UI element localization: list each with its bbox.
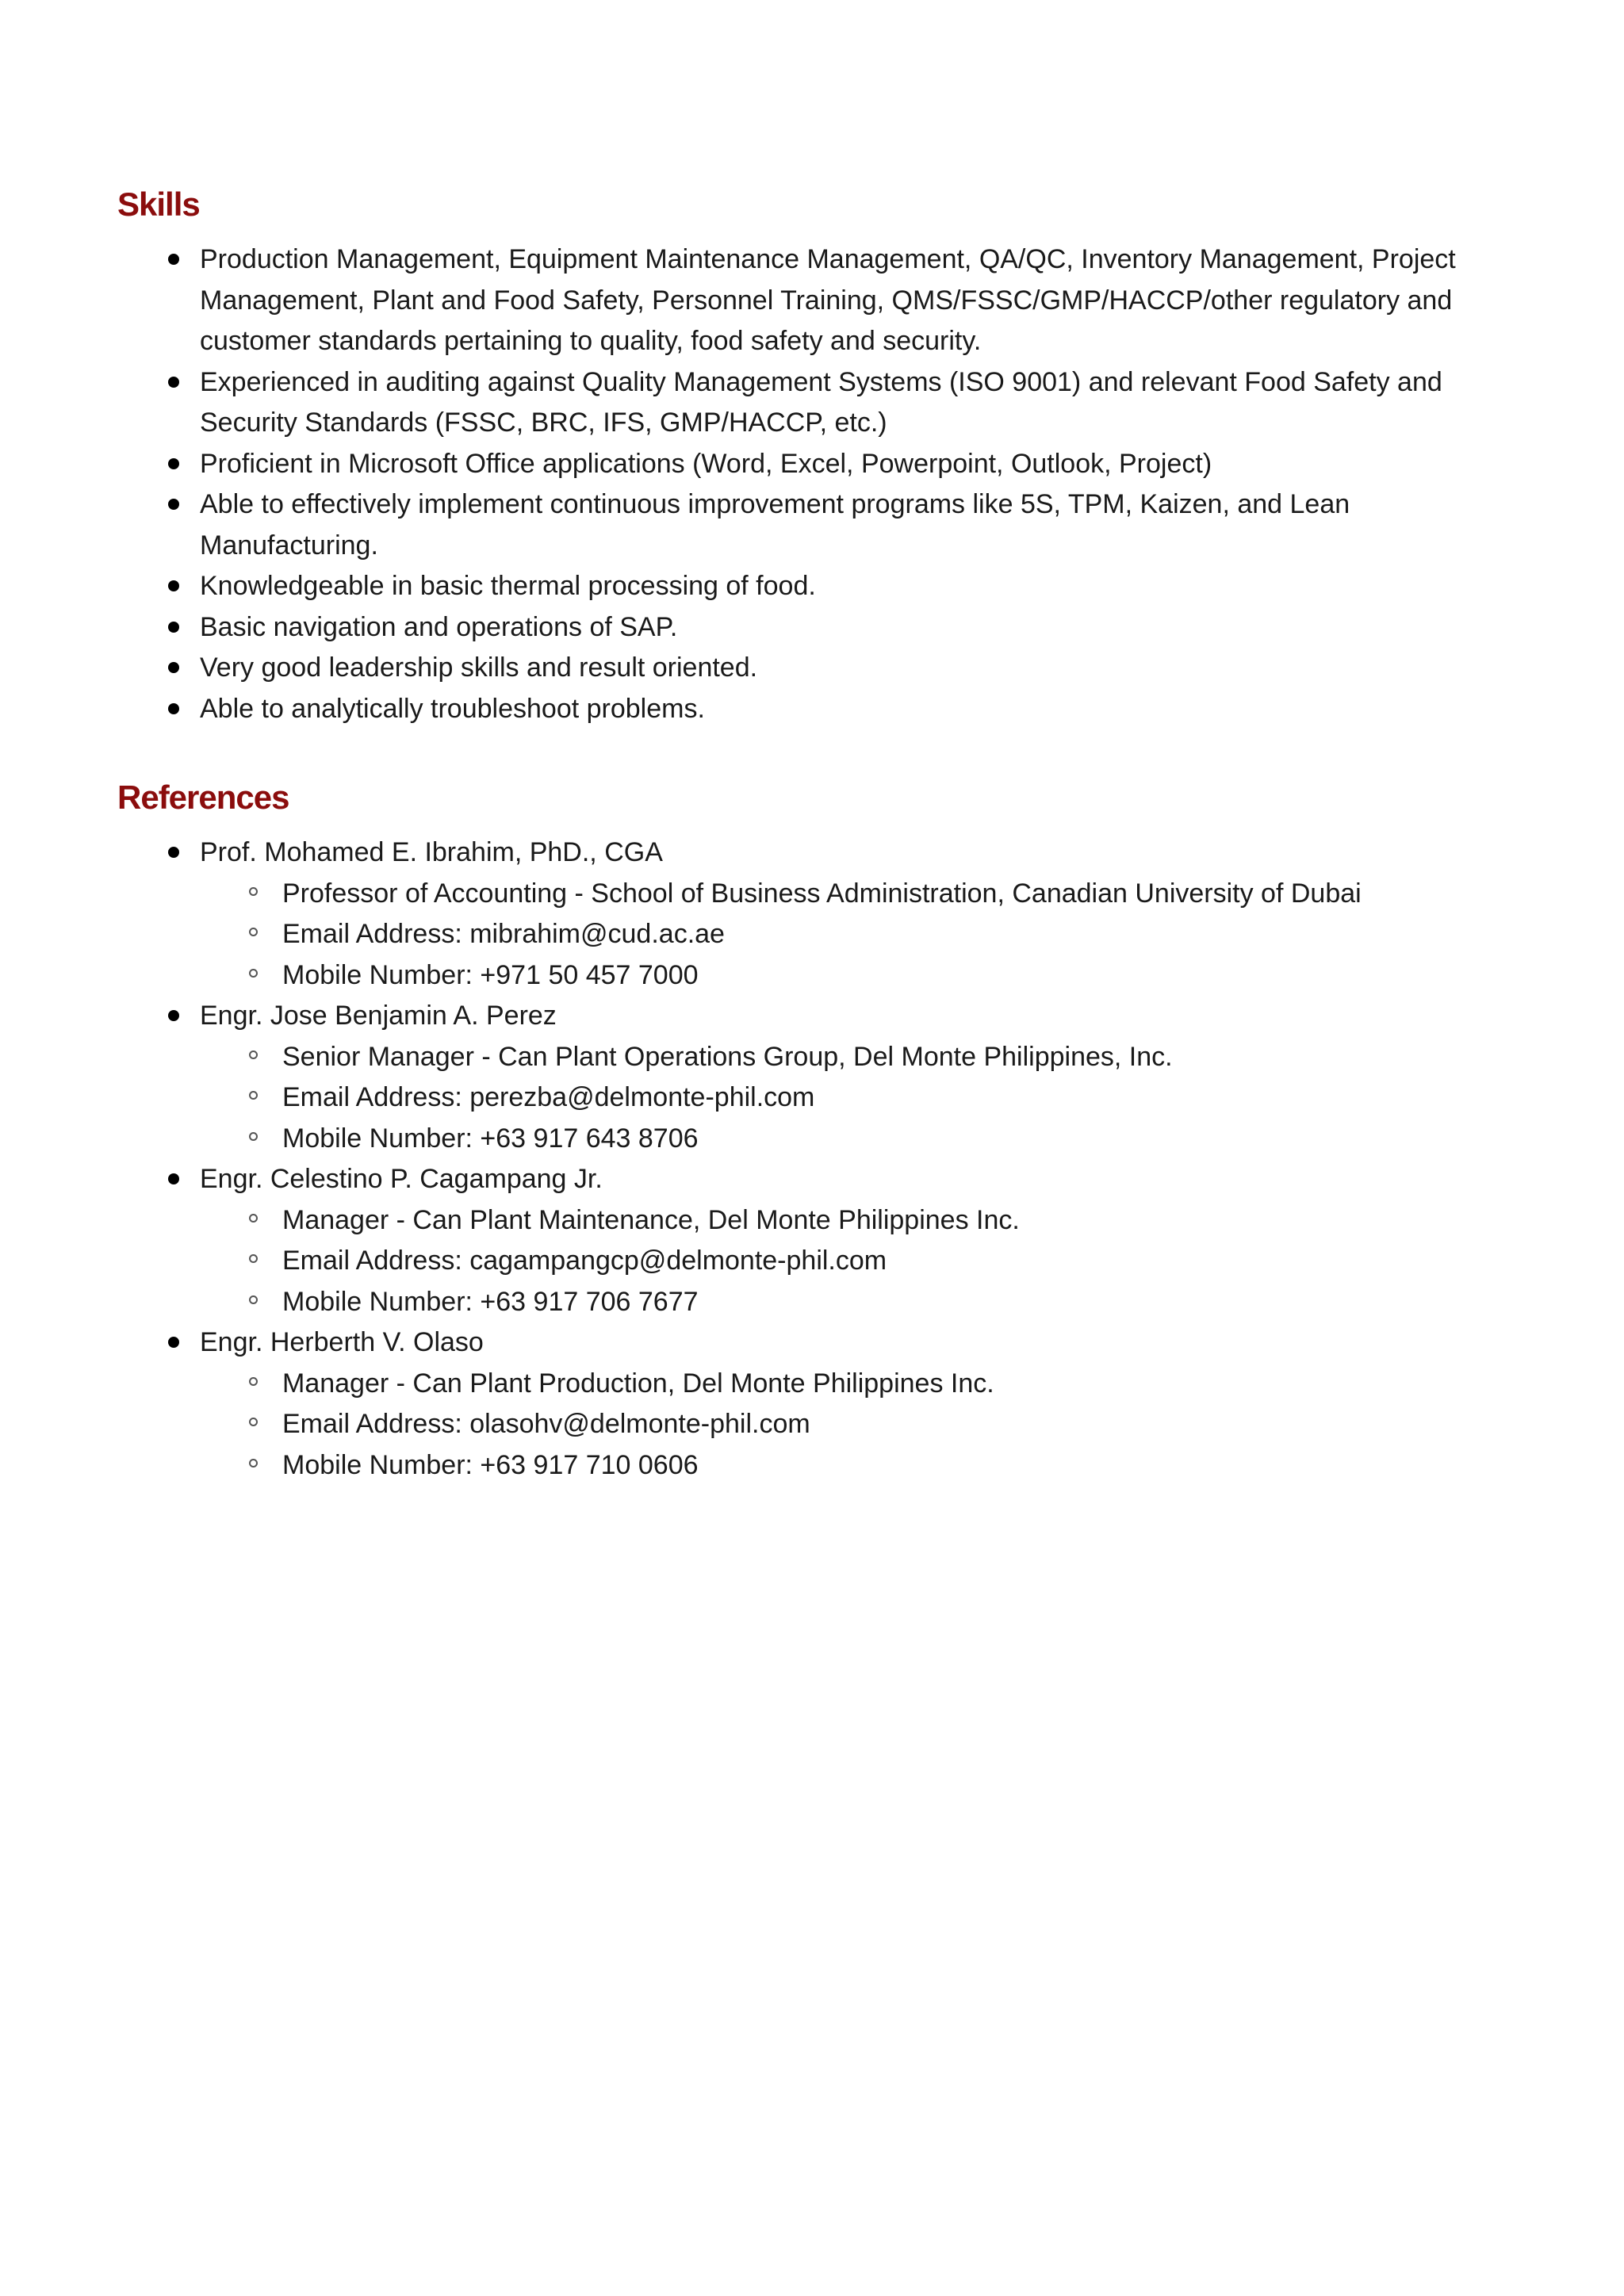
hollow-bullet-icon (249, 1254, 258, 1263)
reference-detail (200, 914, 1513, 955)
reference-name: Engr. Herberth V. Olaso (200, 1327, 484, 1357)
references-section (117, 777, 1513, 1486)
skills-heading: Skills (117, 186, 200, 223)
bullet-icon (168, 1173, 179, 1184)
reference-position: Manager - Can Plant Production, Del Monte Philippines Inc. (282, 1368, 994, 1399)
references-list (117, 832, 1513, 1486)
reference-item (117, 996, 1513, 1159)
skill-text: Able to analytically troubleshoot problems. (200, 693, 705, 724)
reference-mobile: Mobile Number: +971 50 457 7000 (282, 959, 699, 990)
reference-detail (200, 1037, 1513, 1078)
reference-item (117, 1159, 1513, 1322)
skill-item (117, 362, 1513, 444)
bullet-icon (168, 847, 179, 858)
reference-name: Engr. Jose Benjamin A. Perez (200, 1001, 557, 1031)
reference-email: Email Address: perezba@delmonte-phil.com (282, 1082, 815, 1112)
reference-detail (200, 874, 1513, 915)
bullet-icon (168, 458, 179, 469)
reference-mobile: Mobile Number: +63 917 706 7677 (282, 1286, 699, 1317)
hollow-bullet-icon (249, 1459, 258, 1468)
skills-section (117, 184, 1513, 729)
bullet-icon (168, 499, 179, 510)
skill-text: Very good leadership skills and result oriented. (200, 652, 758, 683)
reference-position: Professor of Accounting - School of Business Administration, Canadian University of Dubai (282, 878, 1362, 909)
skill-text: Proficient in Microsoft Office applications (Word, Excel, Powerpoint, Outlook, Project) (200, 448, 1212, 479)
reference-details (200, 1200, 1513, 1323)
bullet-icon (168, 1337, 179, 1348)
reference-name: Engr. Celestino P. Cagampang Jr. (200, 1164, 603, 1194)
bullet-icon (168, 1010, 179, 1021)
reference-detail (200, 1445, 1513, 1487)
skill-item (117, 444, 1513, 485)
skill-text: Experienced in auditing against Quality Management Systems (ISO 9001) and relevant Food Safety and Security Standards (FSSC, BRC, IFS, GMP/HACCP, etc.) (200, 366, 1442, 438)
skill-text: Production Management, Equipment Maintenance Management, QA/QC, Inventory Management, Project Management, Plant and Food Safety, Personnel Training, QMS/FSSC/GMP/HACCP/other regulatory and customer standards pertaining to quality, food safety and security. (200, 244, 1456, 356)
reference-details (200, 1364, 1513, 1487)
reference-name: Prof. Mohamed E. Ibrahim, PhD., CGA (200, 837, 663, 867)
bullet-icon (168, 377, 179, 388)
bullet-icon (168, 662, 179, 673)
bullet-icon (168, 254, 179, 265)
reference-detail (200, 1404, 1513, 1445)
reference-mobile: Mobile Number: +63 917 643 8706 (282, 1123, 699, 1154)
reference-email: Email Address: cagampangcp@delmonte-phil.com (282, 1246, 887, 1276)
reference-email: Email Address: olasohv@delmonte-phil.com (282, 1409, 810, 1439)
hollow-bullet-icon (249, 1050, 258, 1059)
reference-detail (200, 1364, 1513, 1405)
hollow-bullet-icon (249, 1214, 258, 1223)
hollow-bullet-icon (249, 1295, 258, 1304)
skill-item (117, 566, 1513, 607)
skill-item (117, 648, 1513, 689)
hollow-bullet-icon (249, 887, 258, 896)
skill-item (117, 239, 1513, 362)
hollow-bullet-icon (249, 928, 258, 936)
references-heading: References (117, 779, 289, 816)
skills-list (117, 239, 1513, 729)
skill-item (117, 484, 1513, 566)
hollow-bullet-icon (249, 1418, 258, 1426)
bullet-icon (168, 580, 179, 591)
reference-position: Senior Manager - Can Plant Operations Group, Del Monte Philippines, Inc. (282, 1041, 1173, 1072)
reference-position: Manager - Can Plant Maintenance, Del Monte Philippines Inc. (282, 1204, 1020, 1235)
skill-item (117, 607, 1513, 649)
reference-detail (200, 955, 1513, 997)
reference-mobile: Mobile Number: +63 917 710 0606 (282, 1449, 699, 1480)
reference-detail (200, 1119, 1513, 1160)
hollow-bullet-icon (249, 969, 258, 978)
reference-item (117, 832, 1513, 996)
reference-details (200, 1037, 1513, 1160)
reference-detail (200, 1282, 1513, 1323)
hollow-bullet-icon (249, 1132, 258, 1141)
reference-detail (200, 1077, 1513, 1119)
skill-text: Able to effectively implement continuous improvement programs like 5S, TPM, Kaizen, and Lean Manufacturing. (200, 489, 1350, 561)
skill-text: Knowledgeable in basic thermal processing of food. (200, 571, 816, 601)
hollow-bullet-icon (249, 1091, 258, 1100)
reference-detail (200, 1200, 1513, 1242)
skill-item (117, 689, 1513, 730)
hollow-bullet-icon (249, 1377, 258, 1386)
bullet-icon (168, 622, 179, 633)
reference-email: Email Address: mibrahim@cud.ac.ae (282, 919, 725, 949)
reference-item (117, 1322, 1513, 1486)
skill-text: Basic navigation and operations of SAP. (200, 611, 678, 642)
bullet-icon (168, 703, 179, 714)
reference-details (200, 874, 1513, 997)
reference-detail (200, 1241, 1513, 1282)
